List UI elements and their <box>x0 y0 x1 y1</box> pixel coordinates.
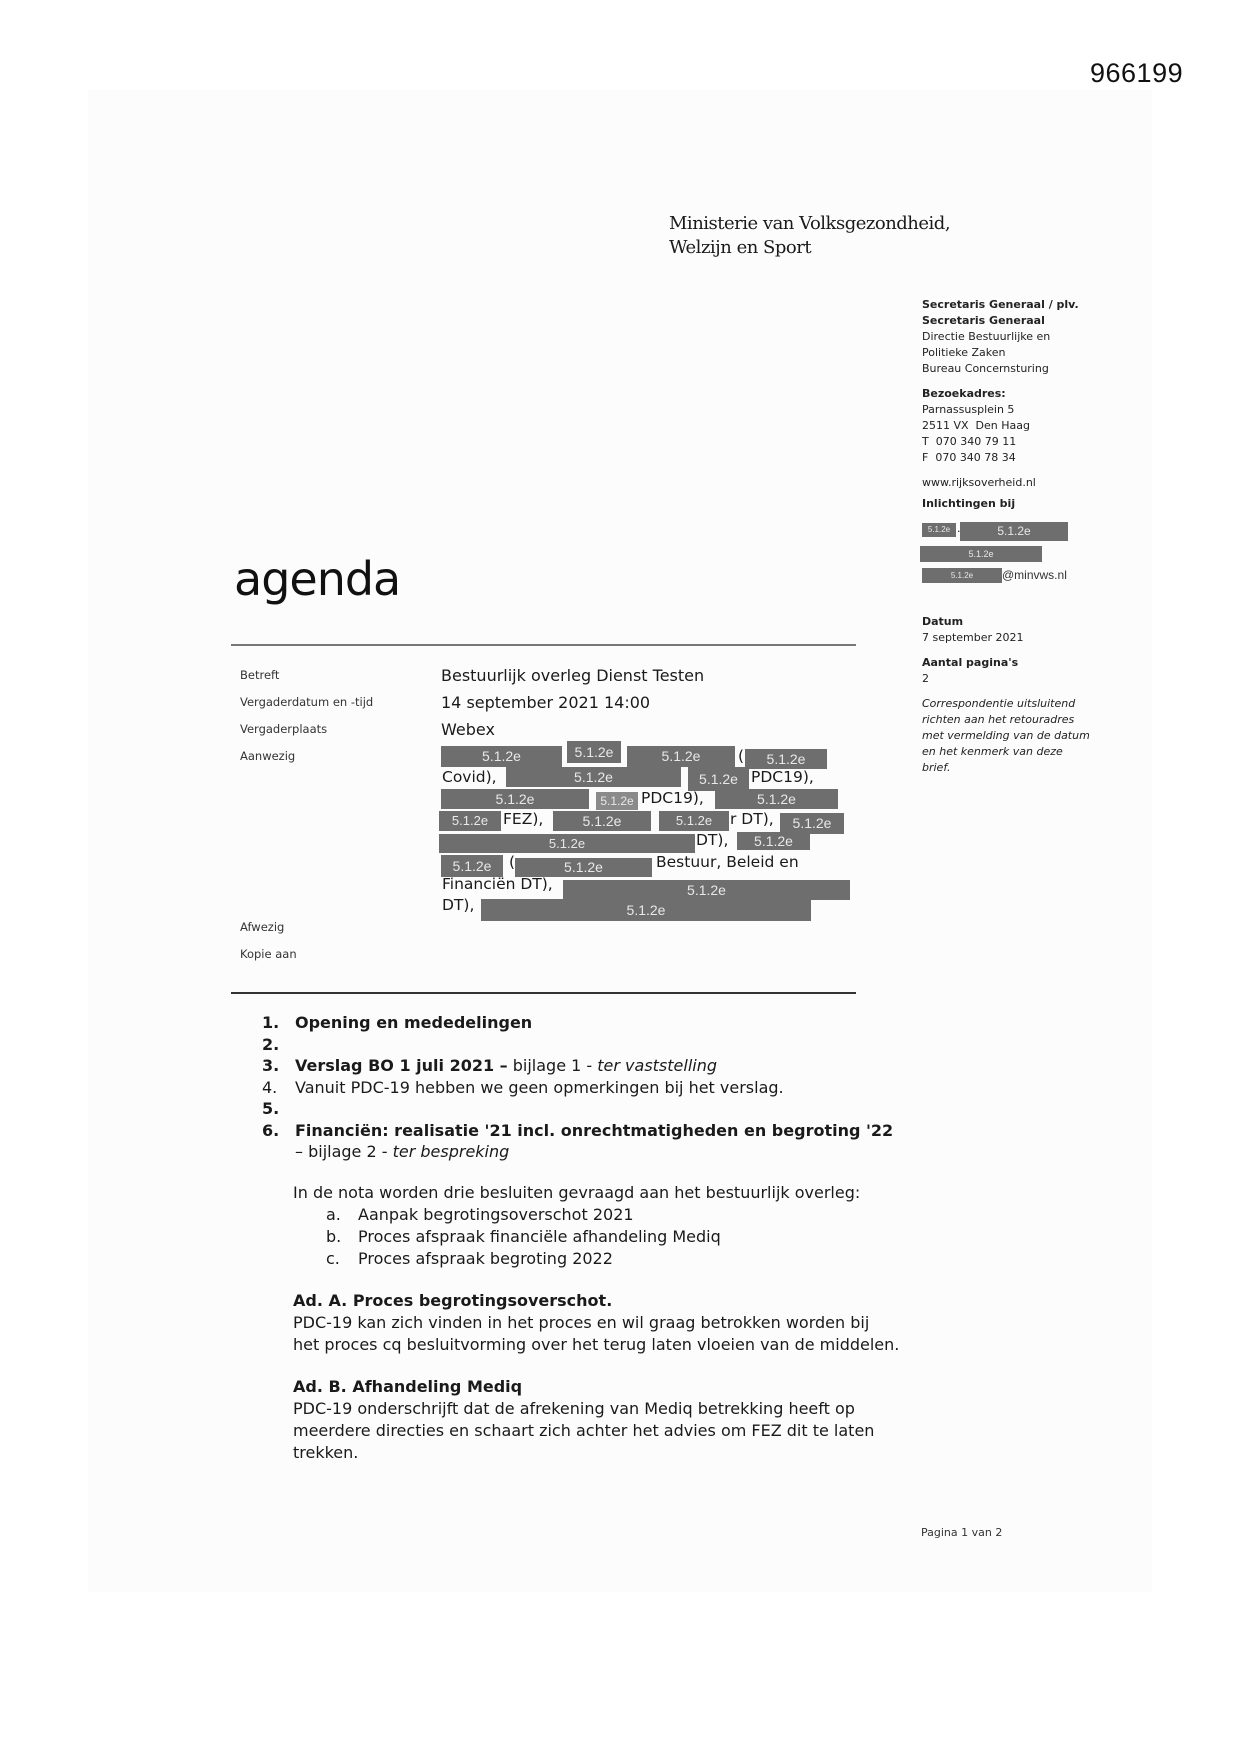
pages-value: 2 <box>922 672 929 685</box>
datetime-value: 14 september 2021 14:00 <box>441 693 651 712</box>
agenda-item-6-continuation: – bijlage 2 - ter bespreking <box>295 1142 510 1161</box>
redaction-box: 5.1.2e <box>960 522 1068 541</box>
agenda-item-3: 3. Verslag BO 1 juli 2021 – bijlage 1 - ter vaststelling <box>262 1056 718 1075</box>
department-line-2: Secretaris Generaal <box>922 314 1045 327</box>
agenda-item-4: 4. Vanuit PDC-19 hebben we geen opmerkingen bij het verslag. <box>262 1077 784 1097</box>
sender-sidebar <box>922 297 1122 512</box>
attendee-fragment: DT), <box>696 831 729 849</box>
top-divider <box>231 644 856 646</box>
date-label: Datum <box>922 615 964 628</box>
attendee-fragment: PDC19), <box>751 768 814 786</box>
ad-a-heading: Ad. A. Proces begrotingsoverschot. <box>293 1291 613 1310</box>
nota-section <box>293 1182 933 1270</box>
redaction-box: 5.1.2e <box>780 813 844 834</box>
redaction-box: 5.1.2e <box>515 858 652 877</box>
ad-b-section <box>293 1376 933 1464</box>
notice-line-1: Correspondentie uitsluitend <box>922 697 1076 710</box>
notice-line-2: richten aan het retouradres <box>922 713 1075 726</box>
redaction-box: 5.1.2e <box>441 746 562 767</box>
attendee-fragment: Bestuur, Beleid en <box>656 853 799 871</box>
attendee-fragment: Financiën DT), <box>442 875 553 893</box>
address-phone: T 070 340 79 11 <box>922 435 1017 448</box>
redaction-box: 5.1.2e <box>439 811 501 831</box>
date-value: 7 september 2021 <box>922 631 1024 644</box>
redaction-box: 5.1.2e <box>659 811 729 831</box>
info-label: Inlichtingen bij <box>922 497 1016 510</box>
attendee-fragment: FEZ), <box>503 810 544 828</box>
redaction-box: 5.1.2e <box>922 523 956 537</box>
page-title: agenda <box>234 552 401 606</box>
decision-a: a. Aanpak begrotingsoverschot 2021 <box>326 1205 634 1224</box>
document-id: 966199 <box>1090 58 1184 88</box>
copy-label: Kopie aan <box>240 947 297 961</box>
ministry-line-1: Ministerie van Volksgezondheid, <box>669 213 951 234</box>
pages-label: Aantal pagina's <box>922 656 1019 669</box>
redaction-box: 5.1.2e <box>922 568 1002 583</box>
ad-b-heading: Ad. B. Afhandeling Mediq <box>293 1377 523 1396</box>
redaction-box: 5.1.2e <box>627 746 735 767</box>
decision-c: c. Proces afspraak begroting 2022 <box>326 1249 613 1268</box>
ad-b-line-1: PDC-19 onderschrijft dat de afrekening van Mediq betrekking heeft op <box>293 1399 855 1418</box>
ad-a-section <box>293 1290 933 1356</box>
info-email-domain: @minvws.nl <box>1002 568 1067 582</box>
agenda-list <box>262 1012 922 1163</box>
notice-line-3: met vermelding van de datum <box>922 729 1090 742</box>
redaction-box: 5.1.2e <box>920 546 1042 562</box>
redaction-box: 5.1.2e <box>481 899 811 921</box>
website-link[interactable]: www.rijksoverheid.nl <box>922 476 1036 489</box>
department-line-1: Secretaris Generaal / plv. <box>922 298 1079 311</box>
address-city: 2511 VX Den Haag <box>922 419 1030 432</box>
attendee-fragment: ( <box>509 853 516 871</box>
sub-unit-2: Politieke Zaken <box>922 346 1006 359</box>
attendee-fragment: r DT), <box>730 810 774 828</box>
attendee-fragment: ( <box>738 747 745 765</box>
subject-label: Betreft <box>240 668 280 682</box>
datetime-label: Vergaderdatum en -tijd <box>240 695 374 709</box>
redaction-box: 5.1.2e <box>596 792 638 810</box>
redaction-box: 5.1.2e <box>715 789 838 809</box>
redaction-box: 5.1.2e <box>563 880 850 900</box>
redaction-box: 5.1.2e <box>745 749 827 769</box>
visit-address-label: Bezoekadres: <box>922 387 1006 400</box>
attendee-fragment: DT), <box>442 896 475 914</box>
sub-unit-3: Bureau Concernsturing <box>922 362 1049 375</box>
nota-intro: In de nota worden drie besluiten gevraagd aan het bestuurlijk overleg: <box>293 1183 861 1202</box>
decision-list <box>293 1204 933 1270</box>
redaction-box: 5.1.2e <box>506 767 681 787</box>
ministry-name <box>669 212 950 260</box>
separator-dot: . <box>957 522 961 535</box>
location-value: Webex <box>441 720 495 739</box>
page-number: Pagina 1 van 2 <box>921 1526 1003 1539</box>
notice-line-5: brief. <box>922 761 951 774</box>
redaction-box: 5.1.2e <box>441 855 503 877</box>
agenda-item-5: 5. <box>262 1099 280 1118</box>
redaction-box: 5.1.2e <box>439 834 695 853</box>
redaction-box: 5.1.2e <box>441 789 589 809</box>
location-label: Vergaderplaats <box>240 722 328 736</box>
address-fax: F 070 340 78 34 <box>922 451 1016 464</box>
sub-unit-1: Directie Bestuurlijke en <box>922 330 1051 343</box>
notice-line-4: en het kenmerk van deze <box>922 745 1063 758</box>
meta-sidebar <box>922 614 1122 776</box>
agenda-item-6: 6. Financiën: realisatie '21 incl. onrechtmatigheden en begroting '22 <box>262 1120 894 1140</box>
ad-b-line-3: trekken. <box>293 1443 359 1462</box>
subject-value: Bestuurlijk overleg Dienst Testen <box>441 666 705 685</box>
agenda-item-2: 2. <box>262 1034 280 1054</box>
ad-a-line-2: het proces cq besluitvorming over het terug laten vloeien van de middelen. <box>293 1335 900 1354</box>
attendee-fragment: Covid), <box>442 768 497 786</box>
agenda-item-1: 1. Opening en mededelingen <box>262 1013 533 1032</box>
absent-label: Afwezig <box>240 920 285 934</box>
bottom-divider <box>231 992 856 994</box>
redaction-box: 5.1.2e <box>567 741 621 763</box>
ministry-line-2: Welzijn en Sport <box>669 237 812 258</box>
ad-a-line-1: PDC-19 kan zich vinden in het proces en wil graag betrokken worden bij <box>293 1313 870 1332</box>
redaction-box: 5.1.2e <box>553 811 651 831</box>
decision-b: b. Proces afspraak financiële afhandeling Mediq <box>326 1227 721 1246</box>
present-label: Aanwezig <box>240 749 296 763</box>
redaction-box: 5.1.2e <box>737 832 810 850</box>
address-street: Parnassusplein 5 <box>922 403 1015 416</box>
attendee-fragment: PDC19), <box>641 789 704 807</box>
redaction-box: 5.1.2e <box>688 767 749 791</box>
ad-b-line-2: meerdere directies en schaart zich achter het advies om FEZ dit te laten <box>293 1421 875 1440</box>
